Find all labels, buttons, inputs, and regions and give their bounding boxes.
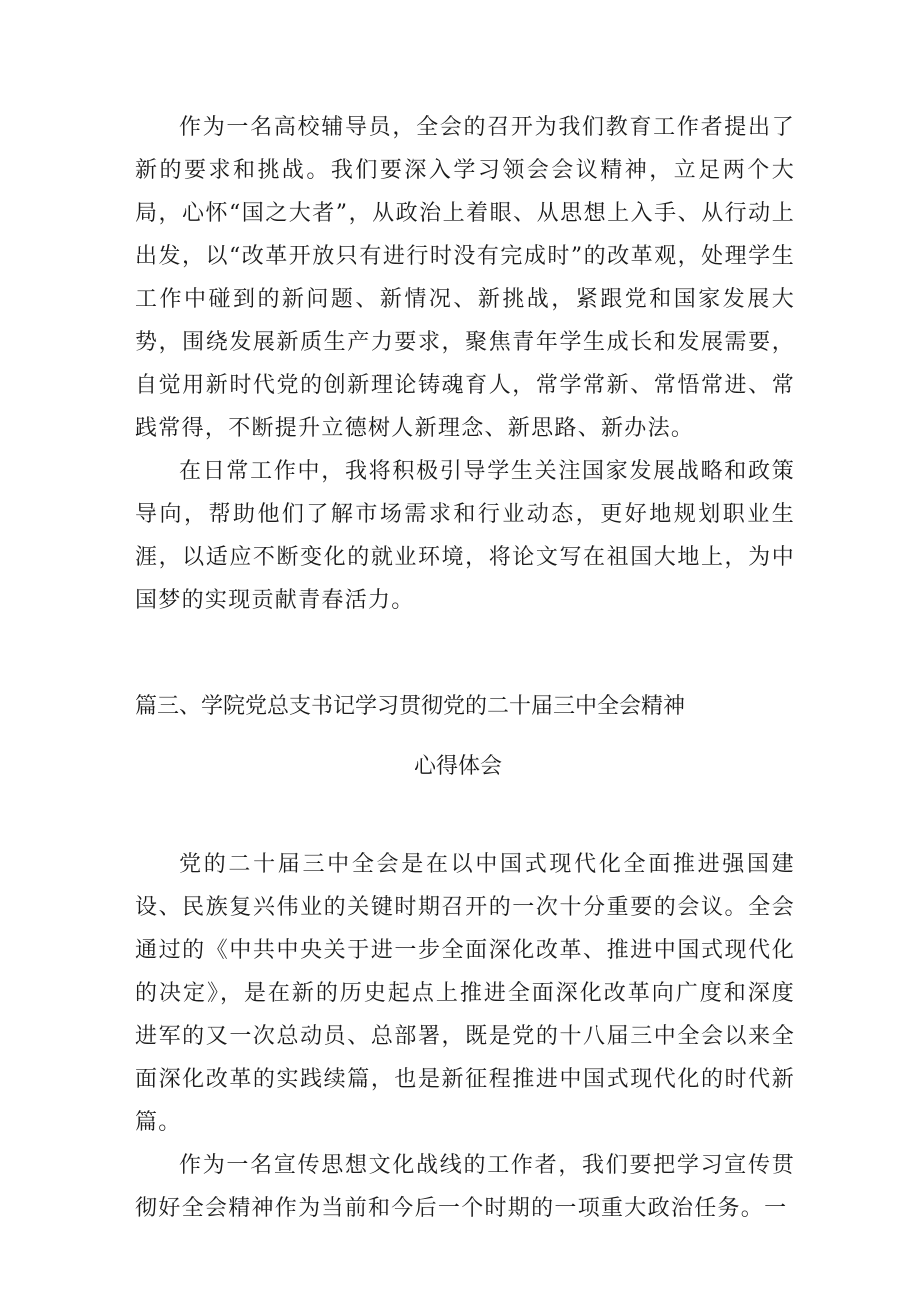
body-text-bottom: [135, 843, 795, 1230]
paragraph-counselor: 作为一名高校辅导员，全会的召开为我们教育工作者提出了新的要求和挑战。我们要深入学习领会会议精神，立足两个大局，心怀“国之大者”，从政治上着眼、从思想上入手、从行动上出发，以“改革开放只有进行时没有完成时”的改革观，处理学生工作中碰到的新问题、新情况、新挑战，紧跟党和国家发展大势，围绕发展新质生产力要求，聚焦青年学生成长和发展需要，自觉用新时代党的创新理论铸魂育人，常学常新、常悟常进、常践常得，不断提升立德树人新理念、新思路、新办法。: [135, 115, 795, 441]
section-heading-line2: 心得体会: [414, 754, 503, 779]
paragraph-plenum: 党的二十届三中全会是在以中国式现代化全面推进强国建设、民族复兴伟业的关键时期召开的一次十分重要的会议。全会通过的《中共中央关于进一步全面深化改革、推进中国式现代化的决定》，是在新的历史起点上推进全面深化改革向广度和深度进军的又一次总动员、总部署，既是党的十八届三中全会以来全面深化改革的实践续篇，也是新征程推进中国式现代化的时代新篇。: [135, 852, 795, 1135]
paragraph-propaganda: 作为一名宣传思想文化战线的工作者，我们要把学习宣传贯彻好全会精神作为当前和今后一个时期的一项重大政治任务。一: [135, 1153, 795, 1221]
body-text-top: [135, 106, 795, 622]
paragraph-daily-work: 在日常工作中，我将积极引导学生关注国家发展战略和政策导向，帮助他们了解市场需求和行业动态，更好地规划职业生涯，以适应不断变化的就业环境，将论文写在祖国大地上，为中国梦的实现贡献青春活力。: [135, 459, 795, 613]
section-heading-line1: 篇三、学院党总支书记学习贯彻党的二十届三中全会精神: [135, 694, 686, 719]
